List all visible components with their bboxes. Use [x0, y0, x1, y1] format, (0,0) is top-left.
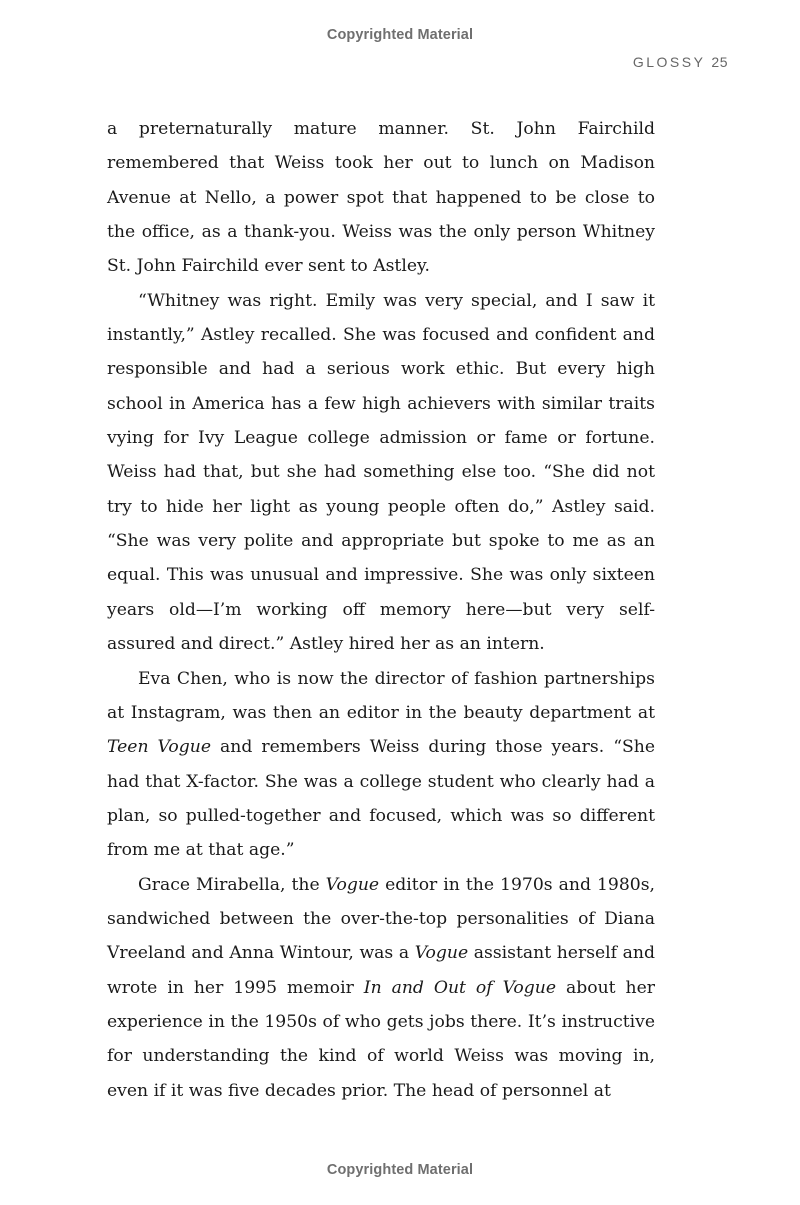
paragraph: [107, 662, 655, 868]
watermark-bottom: Copyrighted Material: [326, 1162, 474, 1178]
text-run: editor in the 1970s and 1980s, sandwiched between the over-the-top personalities of Diana Vreeland and Anna Wintour, was a: [107, 874, 655, 964]
running-head-title: GLOSSY: [632, 54, 706, 70]
text-run: about her experience in the 1950s of who gets jobs there. It’s instructive for understanding the kind of world Weiss was moving in, even if it was five decades prior. The head of personnel at: [107, 977, 655, 1101]
text-run: a preternaturally mature manner. St. John Fairchild remembered that Weiss took her out to lunch on Madison Avenue at Nello, a power spot that happened to be close to the office, as a thank-you. Weiss was the only person Whitney St. John Fairchild ever sent to Astley.: [107, 119, 655, 277]
paragraph: [107, 284, 655, 662]
body-text: [107, 112, 655, 1108]
text-run: assistant herself and wrote in her 1995 memoir: [107, 943, 655, 998]
text-run: Grace Mirabella, the: [138, 874, 326, 895]
paragraph: [107, 868, 655, 1108]
italic-title: Vogue: [414, 943, 469, 964]
italic-title: Teen Vogue: [107, 737, 211, 758]
watermark-top: Copyrighted Material: [326, 27, 474, 43]
italic-title: In and Out of Vogue: [363, 977, 557, 998]
paragraph: [107, 112, 655, 284]
italic-title: Vogue: [325, 874, 380, 895]
running-head: [633, 54, 728, 70]
text-run: “Whitney was right. Emily was very special, and I saw it instantly,” Astley recalled. She was focused and confident and responsible and had a serious work ethic. But every high school in America has a few high achievers with similar traits vying for Ivy League college admission or fame or fortune. Weiss had that, but she had something else too. “She did not try to hide her light as young people often do,” Astley said. “She was very polite and appropriate but spoke to me as an equal. This was unusual and impressive. She was only sixteen years old—I’m working off memory here—but very self-assured and direct.” Astley hired her as an intern.: [107, 290, 655, 655]
page-number: 25: [711, 54, 728, 70]
text-run: and remembers Weiss during those years. “She had that X-factor. She was a college student who clearly had a plan, so pulled-together and focused, which was so different from me at that age.”: [107, 737, 656, 861]
text-run: Eva Chen, who is now the director of fashion partnerships at Instagram, was then an editor in the beauty department at: [107, 668, 655, 723]
